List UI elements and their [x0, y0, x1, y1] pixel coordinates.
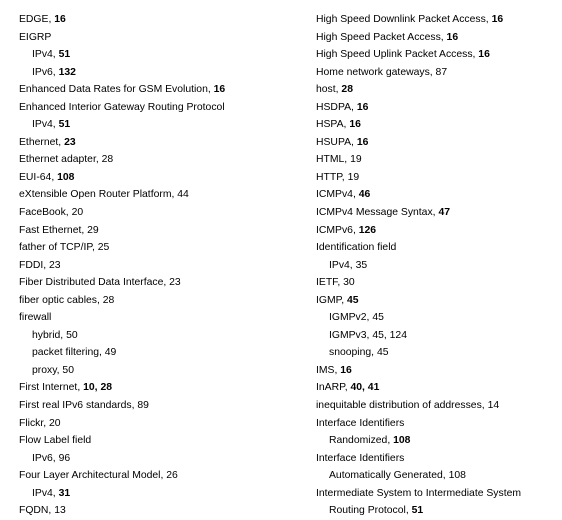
index-page-number: 16	[340, 364, 352, 376]
index-entry	[19, 186, 289, 204]
index-term: proxy,	[32, 364, 63, 376]
index-term: HTTP,	[316, 171, 348, 183]
index-entry	[19, 502, 289, 520]
index-entry	[316, 309, 560, 327]
index-entry	[19, 257, 289, 275]
index-term: Enhanced Interior Gateway Routing Protocol	[19, 101, 225, 113]
index-page-number: 108	[57, 171, 75, 183]
index-term: First Internet,	[19, 382, 84, 394]
index-entry	[19, 64, 289, 82]
index-term: Flickr,	[19, 417, 50, 429]
index-column-right	[316, 11, 560, 520]
index-page-number: 28	[341, 84, 353, 96]
index-page-number: 31	[58, 487, 71, 499]
index-term: Ethernet adapter,	[19, 154, 102, 166]
index-term: IMS,	[316, 364, 341, 376]
index-entry	[316, 99, 560, 117]
index-entry	[19, 379, 289, 397]
index-entry	[316, 274, 560, 292]
index-entry	[19, 485, 289, 503]
index-term: FQDN,	[19, 505, 55, 517]
index-term: HSDPA,	[316, 101, 357, 113]
index-term: EIGRP	[19, 31, 52, 43]
index-term: FaceBook,	[19, 207, 72, 219]
index-entry	[316, 81, 560, 99]
index-entry	[19, 99, 289, 117]
index-page-number: 30	[343, 277, 355, 289]
index-page-number: 25	[97, 242, 110, 254]
index-page-number: 45	[376, 347, 389, 359]
index-term: IPv4,	[32, 119, 59, 131]
index-page-number: 45	[347, 294, 359, 306]
index-entry	[19, 222, 289, 240]
index-page-number: 16	[491, 14, 504, 25]
index-entry	[19, 344, 289, 362]
index-term: inequitable distribution of addresses,	[316, 400, 488, 412]
index-entry	[19, 309, 289, 327]
index-term: firewall	[19, 312, 52, 324]
index-term: Identification field	[316, 242, 397, 254]
index-page-number: 87	[435, 66, 448, 78]
index-term: HSPA,	[316, 119, 350, 131]
index-entry	[19, 415, 289, 433]
index-term: Enhanced Data Rates for GSM Evolution,	[19, 84, 214, 96]
index-entry	[316, 64, 560, 82]
index-page-number: 16	[356, 101, 369, 113]
index-page-number: 45, 124	[372, 329, 407, 341]
index-entry	[316, 415, 560, 433]
index-page-number: 16	[54, 14, 66, 25]
index-term: IPv6,	[32, 66, 59, 78]
index-entry	[19, 134, 289, 152]
index-entry	[19, 46, 289, 64]
index-entry	[19, 432, 289, 450]
index-entry	[19, 239, 289, 257]
index-page-number: 46	[358, 189, 371, 201]
index-term: Flow Label field	[19, 435, 92, 447]
index-term: Randomized,	[329, 435, 394, 447]
index-entry	[316, 116, 560, 134]
index-entry	[316, 327, 560, 345]
index-term: IPv4,	[329, 259, 356, 271]
index-entry	[316, 204, 560, 222]
index-term: IETF,	[316, 277, 344, 289]
index-term: Fiber Distributed Data Interface,	[19, 277, 170, 289]
index-entry	[316, 29, 560, 47]
index-page-number: 16	[446, 31, 459, 43]
index-page-number: 29	[87, 224, 99, 236]
index-entry	[316, 344, 560, 362]
index-page-number: 51	[411, 505, 424, 517]
index-term: eXtensible Open Router Platform,	[19, 189, 178, 201]
index-entry	[19, 274, 289, 292]
index-term: ICMPv4,	[316, 189, 359, 201]
index-term: Interface Identifiers	[316, 417, 405, 429]
index-page-number: 16	[213, 84, 226, 96]
index-page-number: 28	[102, 294, 115, 306]
index-entry	[316, 450, 560, 468]
index-page-number: 16	[349, 119, 361, 131]
index-term: High Speed Downlink Packet Access,	[316, 14, 492, 25]
index-term: IGMPv2,	[329, 312, 373, 324]
index-term: host,	[316, 84, 342, 96]
index-term: Routing Protocol,	[329, 505, 412, 517]
index-page-number: 16	[478, 49, 490, 61]
index-entry	[19, 151, 289, 169]
index-term: hybrid,	[32, 329, 67, 341]
index-page-number: 35	[355, 259, 368, 271]
index-entry	[316, 151, 560, 169]
index-page-number: 23	[64, 136, 76, 148]
index-entry	[316, 502, 560, 520]
index-entry	[316, 292, 560, 310]
index-entry	[316, 485, 560, 503]
index-term: Home network gateways,	[316, 66, 436, 78]
index-page-number: 89	[137, 400, 149, 412]
index-term: Fast Ethernet,	[19, 224, 88, 236]
index-page-number: 126	[358, 224, 377, 236]
index-entry	[316, 397, 560, 415]
index-entry	[316, 186, 560, 204]
index-entry	[316, 134, 560, 152]
index-page-number: 50	[62, 364, 74, 376]
index-term: ICMPv4 Message Syntax,	[316, 207, 439, 219]
index-page-number: 19	[347, 171, 360, 183]
index-page-number: 44	[177, 189, 189, 201]
index-page-number: 23	[49, 259, 61, 271]
index-term: IGMP,	[316, 294, 347, 306]
index-term: EUI-64,	[19, 171, 58, 183]
index-page-number: 28	[101, 154, 114, 166]
index-entry	[19, 397, 289, 415]
index-entry	[19, 11, 289, 29]
index-term: snooping,	[329, 347, 377, 359]
index-page-number: 40, 41	[350, 382, 380, 394]
index-term: IPv6,	[32, 452, 59, 464]
index-page-number: 51	[58, 119, 71, 131]
index-page-number: 23	[169, 277, 181, 289]
index-term: HSUPA,	[316, 136, 357, 148]
index-page-number: 45	[372, 312, 384, 324]
index-entry	[316, 169, 560, 187]
index-entry	[19, 467, 289, 485]
index-entry	[316, 239, 560, 257]
index-entry	[19, 362, 289, 380]
index-entry	[19, 204, 289, 222]
index-page-number: 49	[104, 347, 117, 359]
index-term: Ethernet,	[19, 136, 65, 148]
index-entry	[19, 292, 289, 310]
index-term: father of TCP/IP,	[19, 242, 98, 254]
index-term: FDDI,	[19, 259, 50, 271]
index-entry	[19, 116, 289, 134]
index-term: packet filtering,	[32, 347, 105, 359]
index-page-number: 96	[58, 452, 71, 464]
index-entry	[19, 450, 289, 468]
index-term: IGMPv3,	[329, 329, 373, 341]
index-entry	[316, 362, 560, 380]
index-term: Intermediate System to Intermediate System	[316, 487, 522, 499]
index-page-number: 20	[71, 207, 84, 219]
index-term: Automatically Generated,	[329, 470, 449, 482]
index-term: IPv4,	[32, 49, 59, 61]
index-entry	[19, 81, 289, 99]
index-term: First real IPv6 standards,	[19, 400, 138, 412]
index-entry	[316, 432, 560, 450]
index-page-number: 132	[58, 66, 76, 78]
index-term: High Speed Packet Access,	[316, 31, 447, 43]
index-entry	[316, 379, 560, 397]
index-entry	[19, 327, 289, 345]
index-page-number: 20	[49, 417, 61, 429]
index-term: IPv4,	[32, 487, 59, 499]
index-term: Four Layer Architectural Model,	[19, 470, 167, 482]
index-term: InARP,	[316, 382, 351, 394]
index-entry	[316, 46, 560, 64]
index-term: ICMPv6,	[316, 224, 359, 236]
index-term: High Speed Uplink Packet Access,	[316, 49, 479, 61]
index-page-number: 16	[356, 136, 369, 148]
index-page-number: 108	[448, 470, 466, 482]
index-page-number: 47	[438, 207, 450, 219]
index-page-number: 19	[350, 154, 362, 166]
index-entry	[316, 222, 560, 240]
index-entry	[19, 29, 289, 47]
index-column-left	[19, 11, 289, 520]
index-entry	[19, 169, 289, 187]
index-page-number: 10, 28	[83, 382, 112, 394]
index-entry	[316, 467, 560, 485]
index-term: Interface Identifiers	[316, 452, 405, 464]
index-page-number: 13	[54, 505, 66, 517]
index-page-number: 108	[393, 435, 411, 447]
index-page-number: 26	[166, 470, 178, 482]
index-entry	[316, 257, 560, 275]
index-term: EDGE,	[19, 14, 55, 25]
index-term: HTML,	[316, 154, 351, 166]
index-page-number: 14	[487, 400, 500, 412]
index-term: fiber optic cables,	[19, 294, 103, 306]
index-page-number: 51	[58, 49, 71, 61]
index-page-number: 50	[66, 329, 78, 341]
index-entry	[316, 11, 560, 29]
